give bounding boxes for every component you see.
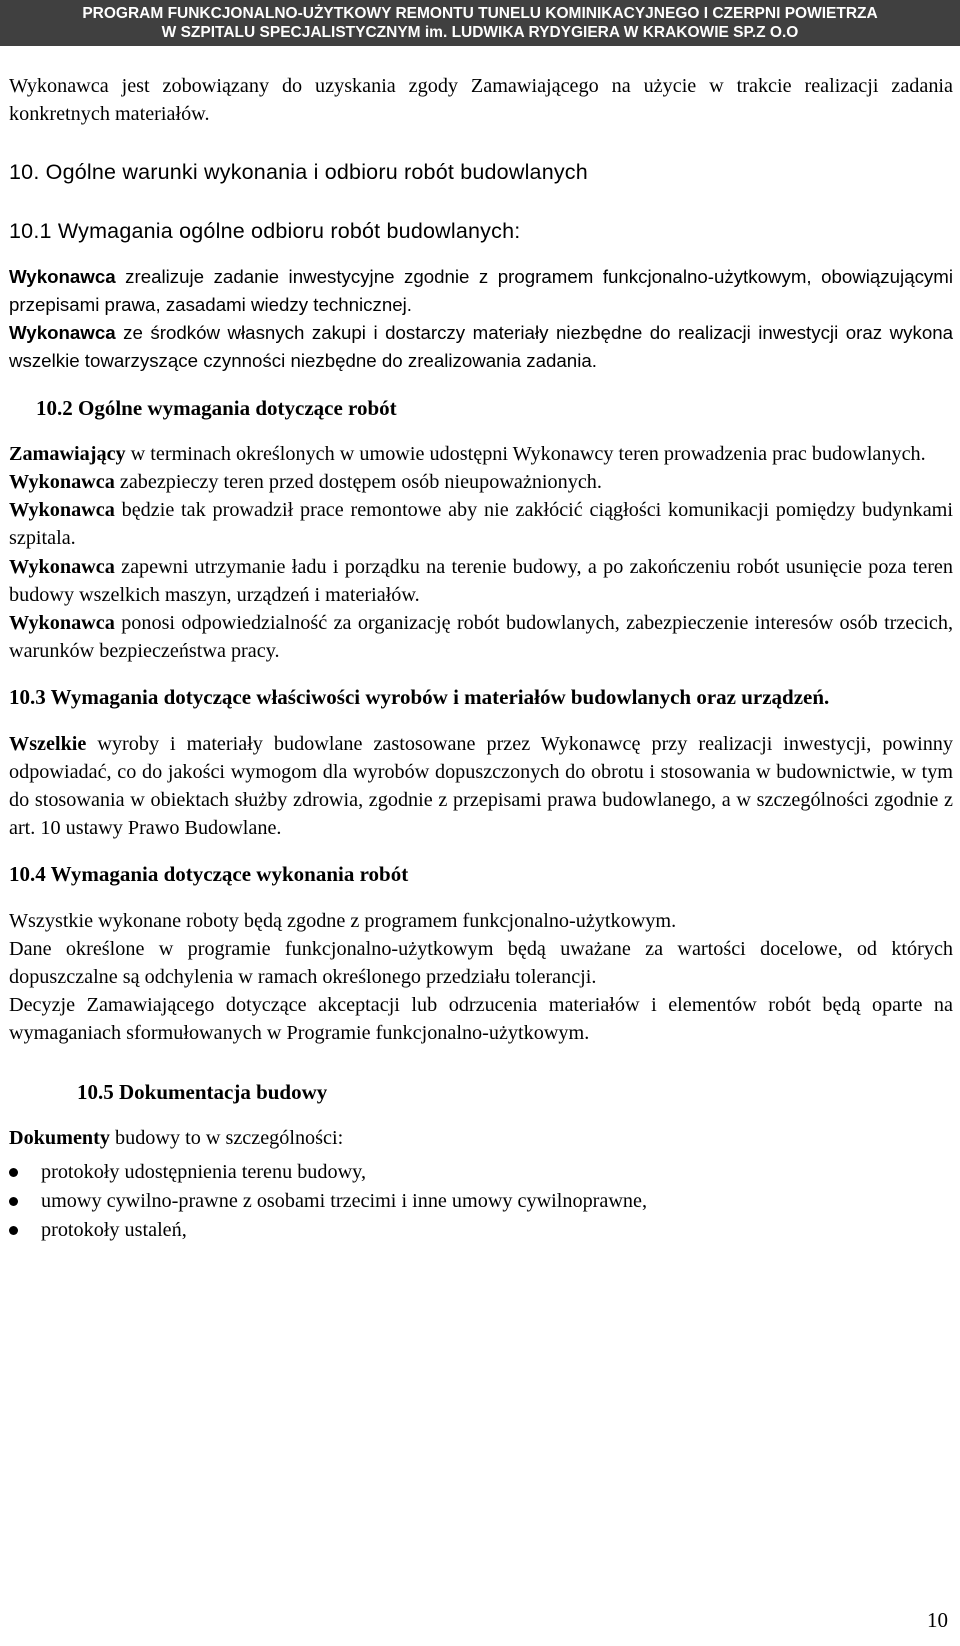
page-number: 10 xyxy=(927,1608,948,1632)
paragraph-text: zabezpieczy teren przed dostępem osób nieupoważnionych. xyxy=(114,471,602,494)
section-10-1-title: 10.1 Wymagania ogólne odbioru robót budowlanych: xyxy=(9,218,521,243)
header-line-1: PROGRAM FUNKCJONALNO-UŻYTKOWY REMONTU TUNELU KOMINIKACYJNEGO I CZERPNI POWIETRZA xyxy=(82,5,878,22)
section-10-2-paragraph-1 xyxy=(9,440,953,468)
page-header xyxy=(0,0,960,46)
bullet-icon xyxy=(9,1197,18,1206)
section-10-4-paragraph-3: Decyzje Zamawiającego dotyczące akceptacji lub odrzucenia materiałów i elementów robót będą oparte na wymaganiach sformułowanych w Programie funkcjonalno-użytkowym. xyxy=(9,994,953,1045)
section-10-2-paragraph-2 xyxy=(9,468,953,496)
list-item-text: protokoły ustaleń, xyxy=(41,1219,187,1242)
paragraph-text: ze środków własnych zakupi i dostarczy materiały niezbędne do realizacji inwestycji oraz wykona wszelkie towarzyszące czynności niezbędne do zrealizowania zadania. xyxy=(9,322,953,372)
list-item xyxy=(9,1216,953,1245)
term-bold: Wykonawca xyxy=(9,555,115,578)
paragraph-text: wyroby i materiały budowlane zastosowane przez Wykonawcę przy realizacji inwestycji, powinny odpowiadać, co do jakości wymogom dla wyrobów dopuszczonych do obrotu i stosowania w budownictwie, w tym do stosowania w obiektach służby zdrowia, zgodnie z przepisami prawa budowlanego, a w szczególności zgodnie z art. 10 ustawy Prawo Budowlane. xyxy=(9,732,953,840)
intro-paragraph: Wykonawca jest zobowiązany do uzyskania zgody Zamawiającego na użycie w trakcie realizacji zadania konkretnych materiałów. xyxy=(9,75,953,126)
list-item-text: umowy cywilno-prawne z osobami trzecimi i inne umowy cywilnoprawne, xyxy=(41,1190,648,1213)
term-bold: Wykonawca xyxy=(9,322,116,344)
section-10-1-paragraph-2 xyxy=(9,319,953,375)
paragraph-text: ponosi odpowiedzialność za organizację robót budowlanych, zabezpieczenie interesów osób trzecich, warunków bezpieczeństwa pracy. xyxy=(9,612,953,663)
section-10-2-title: 10.2 Ogólne wymagania dotyczące robót xyxy=(36,395,397,420)
header-line-2: W SZPITALU SPECJALISTYCZNYM im. LUDWIKA RYDYGIERA W KRAKOWIE SP.Z O.O xyxy=(161,24,799,41)
term-bold: Dokumenty xyxy=(9,1126,110,1149)
term-bold: Wykonawca xyxy=(9,612,115,635)
term-bold: Wykonawca xyxy=(9,471,115,494)
section-10-title: 10. Ogólne warunki wykonania i odbioru robót budowlanych xyxy=(9,160,588,185)
section-10-2-paragraph-5 xyxy=(9,609,953,665)
term-bold: Wszelkie xyxy=(9,732,87,755)
paragraph-text: w terminach określonych w umowie udostępni Wykonawcy teren prowadzenia prac budowlanych. xyxy=(125,442,926,465)
list-item-text: protokoły udostępnienia terenu budowy, xyxy=(41,1161,366,1184)
section-10-3-paragraph-1 xyxy=(9,730,953,843)
paragraph-text: będzie tak prowadził prace remontowe aby nie zakłócić ciągłości komunikacji pomiędzy budynkami szpitala. xyxy=(9,499,953,550)
paragraph-text: budowy to w szczególności: xyxy=(109,1126,344,1149)
section-10-4-paragraph-2: Dane określone w programie funkcjonalno-użytkowym będą uważane za wartości docelowe, od których dopuszczalne są odchylenia w ramach określonego przedziału tolerancji. xyxy=(9,937,953,989)
section-10-3-title: 10.3 Wymagania dotyczące właściwości wyrobów i materiałów budowlanych oraz urządzeń. xyxy=(9,685,830,710)
term-bold: Wykonawca xyxy=(9,265,116,287)
bullet-icon xyxy=(9,1168,18,1177)
section-10-2-paragraph-3 xyxy=(9,496,953,552)
paragraph-text: zapewni utrzymanie ładu i porządku na terenie budowy, a po zakończeniu robót usunięcie poza teren budowy wszelkich maszyn, urządzeń i materiałów. xyxy=(9,555,953,606)
section-10-2-paragraph-4 xyxy=(9,553,953,609)
list-item xyxy=(9,1187,953,1216)
term-bold: Zamawiający xyxy=(9,442,126,465)
section-10-5-title: 10.5 Dokumentacja budowy xyxy=(77,1079,328,1104)
section-10-4-paragraph-1: Wszystkie wykonane roboty będą zgodne z programem funkcjonalno-użytkowym. xyxy=(9,909,677,932)
section-10-4-title: 10.4 Wymagania dotyczące wykonania robót xyxy=(9,862,409,887)
document-body xyxy=(9,72,953,1245)
documents-list xyxy=(9,1158,953,1245)
section-10-1-paragraph-1 xyxy=(9,263,953,319)
paragraph-text: zrealizuje zadanie inwestycyjne zgodnie z programem funkcjonalno-użytkowym, obowiązującymi przepisami prawa, zasadami wiedzy technicznej. xyxy=(9,265,953,316)
section-10-5-intro xyxy=(9,1124,953,1152)
bullet-icon xyxy=(9,1226,18,1235)
list-item xyxy=(9,1158,953,1187)
term-bold: Wykonawca xyxy=(9,499,115,522)
